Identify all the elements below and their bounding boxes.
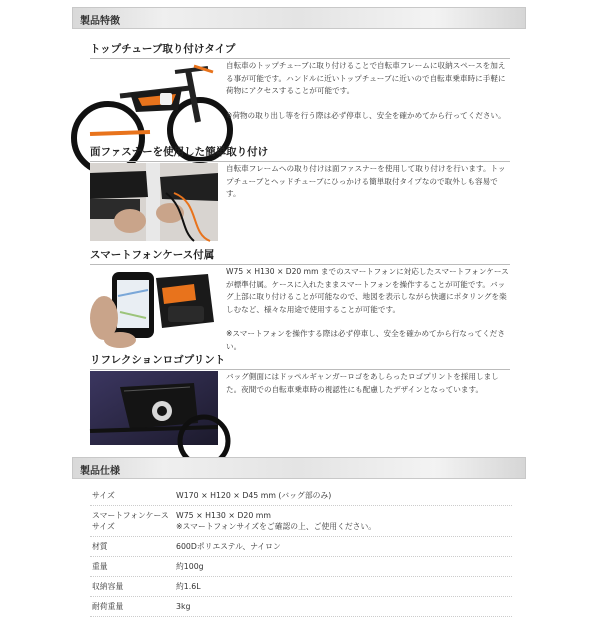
spec-row-phone-case-size <box>90 506 512 537</box>
feature-title-top-tube: トップチューブ取り付けタイプ <box>90 43 510 59</box>
spec-row-size <box>90 486 512 506</box>
feature-title-velcro: 面ファスナーを使用した簡単取り付け <box>90 146 510 162</box>
feature-text-top-tube <box>226 60 512 122</box>
feature-title-smartphone-case: スマートフォンケース付属 <box>90 249 510 265</box>
spec-label: 収納容量 <box>92 582 124 591</box>
photo-reflective-logo <box>90 371 218 445</box>
spec-row-load-capacity <box>90 597 512 617</box>
spec-value: 3kg <box>176 602 191 611</box>
feature-note: ※スマートフォンを操作する際は必ず停車し、安全を確かめてから行なってください。 <box>226 329 505 351</box>
spec-row-weight <box>90 557 512 577</box>
feature-description: バッグ側面にはドッペルギャンガーロゴをあしらったロゴプリントを採用しました。夜間での自転車乗車時の視認性にも配慮したデザインとなっています。 <box>226 372 499 394</box>
spec-label: スマートフォンケースサイズ <box>92 511 169 531</box>
specs-section-bar <box>72 457 526 479</box>
photo-velcro-mount <box>90 163 218 241</box>
feature-note: ※荷物の取り出し等を行う際は必ず停車し、安全を確かめてから行ってください。 <box>226 110 506 120</box>
spec-row-material <box>90 537 512 557</box>
features-section-bar <box>72 7 526 29</box>
feature-description: 自転車フレームへの取り付けは面ファスナーを使用して取り付けを行います。トップチューブとヘッドチューブにひっかける簡単取付タイプなので取外しも容易です。 <box>226 164 506 198</box>
spec-value: W170 × H120 × D45 mm (バッグ部のみ) <box>176 491 332 500</box>
spec-value: 約100g <box>176 562 204 571</box>
spec-value: W75 × H130 × D20 mm ※スマートフォンサイズをご確認の上、ご使用ください。 <box>176 511 377 531</box>
spec-label: 耐荷重量 <box>92 602 124 611</box>
specs-heading: 製品仕様 <box>80 466 120 477</box>
feature-title-reflective-logo: リフレクションロゴプリント <box>90 354 510 370</box>
spec-table <box>90 486 512 617</box>
feature-text-velcro <box>226 163 512 201</box>
photo-smartphone-case <box>90 266 218 346</box>
feature-text-reflective-logo <box>226 371 512 396</box>
photo-top-tube-bag <box>90 60 218 140</box>
spec-label: サイズ <box>92 491 115 500</box>
spec-value: 600Dポリエステル、ナイロン <box>176 542 281 551</box>
spec-row-capacity <box>90 577 512 597</box>
feature-description: 自転車のトップチューブに取り付けることで自転車フレームに収納スペースを加える事が可能です。ハンドルに近いトップチューブに近いので自転車乗車時に手軽に荷物にアクセスすることが可能です。 <box>226 61 506 95</box>
spec-label: 重量 <box>92 562 108 571</box>
feature-text-smartphone-case <box>226 266 512 353</box>
spec-label: 材質 <box>92 542 108 551</box>
features-heading: 製品特徴 <box>80 16 120 27</box>
spec-value: 約1.6L <box>176 582 201 591</box>
feature-description: W75 × H130 × D20 mm までのスマートフォンに対応したスマートフォンケースが標準付属。ケースに入れたままスマートフォンを操作することが可能です。バッグ上部に取り付けることが可能なので、地図を表示しながら快適にポタリングを楽しむなど、様々な用途で使用することが可能です。 <box>226 267 509 314</box>
